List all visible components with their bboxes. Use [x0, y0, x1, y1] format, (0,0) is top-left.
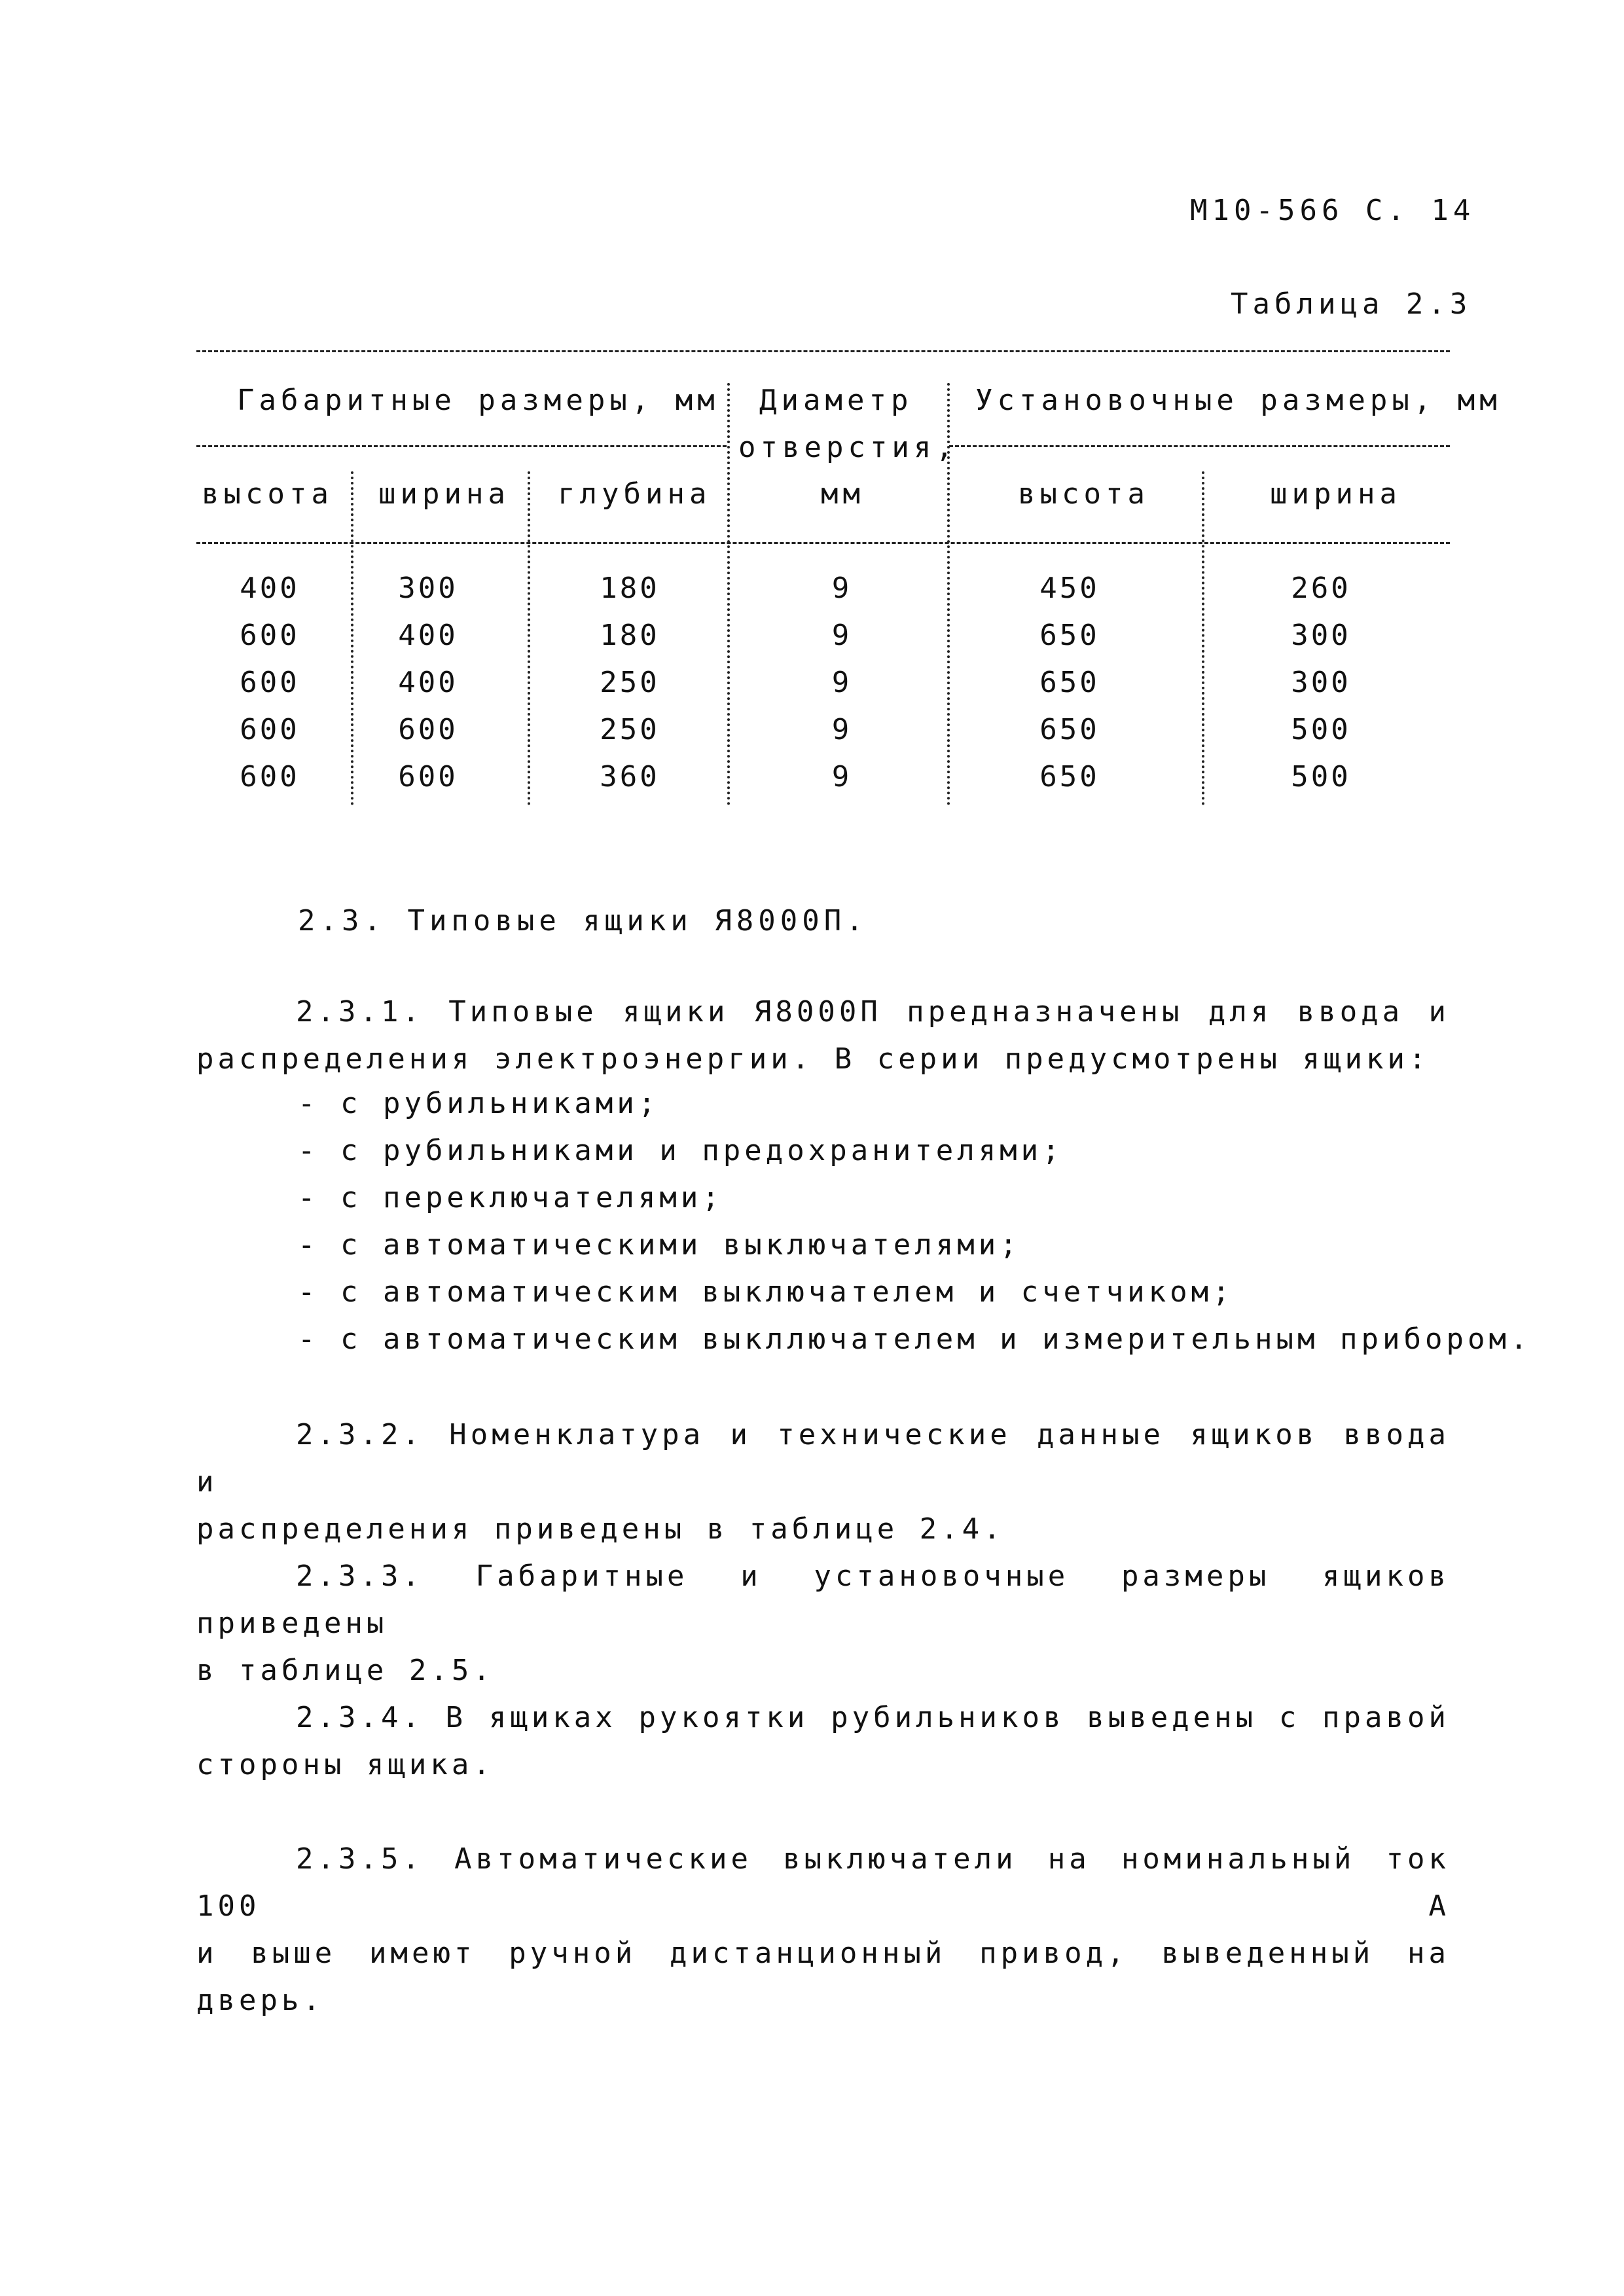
- header-hole-diameter-3: мм: [821, 477, 865, 511]
- list-item: - с рубильниками;: [298, 1087, 660, 1120]
- cell-width: 300: [398, 572, 458, 605]
- cell-depth: 250: [600, 713, 660, 746]
- paragraph-line: 2.3.4. В ящиках рукоятки рубильников выведены с правой: [296, 1701, 1450, 1734]
- list-item: - с рубильниками и предохранителями;: [298, 1134, 1064, 1167]
- cell-width: 400: [398, 666, 458, 699]
- list-item: - с автоматическими выключателями;: [298, 1228, 1021, 1262]
- cell-inst-height: 650: [1039, 760, 1100, 793]
- header-hole-diameter: Диаметр: [759, 384, 913, 417]
- header-sub-rule-right: [949, 445, 1450, 447]
- paragraph-2-3-3: [196, 1553, 1450, 1694]
- section-title: 2.3. Типовые ящики Я8000П.: [298, 904, 868, 938]
- paragraph-line: в таблице 2.5.: [196, 1654, 494, 1687]
- table-caption: Таблица 2.3: [1231, 287, 1472, 321]
- header-col-width: ширина: [378, 477, 510, 511]
- cell-inst-height: 650: [1039, 713, 1100, 746]
- paragraph-line: 2.3.1. Типовые ящики Я8000П предназначены для ввода и: [296, 995, 1450, 1029]
- paragraph-2-3-4: [196, 1694, 1450, 1789]
- cell-inst-height: 450: [1039, 572, 1100, 605]
- paragraph-line: стороны ящика.: [196, 1748, 494, 1781]
- header-col-depth: глубина: [558, 477, 712, 511]
- col-sep-2: [528, 471, 530, 805]
- cell-inst-width: 300: [1291, 666, 1351, 699]
- cell-inst-width: 300: [1291, 619, 1351, 652]
- cell-hole: 9: [831, 572, 852, 605]
- paragraph-line: 2.3.2. Номенклатура и технические данные ящиков ввода и: [196, 1418, 1450, 1499]
- cell-height: 600: [240, 619, 300, 652]
- cell-depth: 360: [600, 760, 660, 793]
- cell-inst-width: 500: [1291, 760, 1351, 793]
- cell-width: 600: [398, 713, 458, 746]
- cell-depth: 180: [600, 619, 660, 652]
- cell-height: 400: [240, 572, 300, 605]
- cell-depth: 250: [600, 666, 660, 699]
- cell-depth: 180: [600, 572, 660, 605]
- header-install-dimensions: Установочные размеры, мм: [975, 384, 1502, 417]
- list-item: - с автоматическим выкллючателем и измерительным прибором.: [298, 1322, 1532, 1356]
- cell-height: 600: [240, 713, 300, 746]
- header-col-install-width: ширина: [1270, 477, 1401, 511]
- paragraph-2-3-5: [196, 1836, 1450, 2024]
- cell-height: 600: [240, 666, 300, 699]
- cell-width: 600: [398, 760, 458, 793]
- list-item: - с переключателями;: [298, 1181, 723, 1214]
- cell-hole: 9: [831, 760, 852, 793]
- col-sep-4: [947, 383, 950, 805]
- cell-height: 600: [240, 760, 300, 793]
- header-hole-diameter-2: отверстия,: [738, 431, 958, 464]
- cell-hole: 9: [831, 713, 852, 746]
- paragraph-line: распределения приведены в таблице 2.4.: [196, 1512, 1005, 1546]
- header-col-install-height: высота: [1018, 477, 1149, 511]
- col-sep-5: [1202, 471, 1204, 805]
- cell-inst-width: 500: [1291, 713, 1351, 746]
- header-overall-dimensions: Габаритные размеры, мм: [237, 384, 719, 417]
- header-col-height: высота: [202, 477, 333, 511]
- paragraph-line: 2.3.5. Автоматические выключатели на номинальный ток 100 А: [196, 1842, 1450, 1923]
- col-sep-1: [351, 471, 353, 805]
- paragraph-2-3-1: [196, 989, 1450, 1083]
- list-item: - с автоматическим выключателем и счетчиком;: [298, 1275, 1234, 1309]
- cell-hole: 9: [831, 619, 852, 652]
- cell-hole: 9: [831, 666, 852, 699]
- page-number: М10-566 С. 14: [1190, 194, 1475, 227]
- cell-inst-width: 260: [1291, 572, 1351, 605]
- paragraph-line: 2.3.3. Габаритные и установочные размеры ящиков приведены: [196, 1559, 1450, 1640]
- header-sub-rule-left: [196, 445, 727, 447]
- cell-inst-height: 650: [1039, 619, 1100, 652]
- cell-inst-height: 650: [1039, 666, 1100, 699]
- paragraph-2-3-2: [196, 1412, 1450, 1553]
- paragraph-line: распределения электроэнергии. В серии предусмотрены ящики:: [196, 1042, 1430, 1076]
- table-top-rule: [196, 350, 1450, 352]
- header-bottom-rule: [196, 542, 1450, 544]
- cell-width: 400: [398, 619, 458, 652]
- col-sep-3: [727, 383, 730, 805]
- paragraph-line: и выше имеют ручной дистанционный привод, выведенный на дверь.: [196, 1937, 1450, 2017]
